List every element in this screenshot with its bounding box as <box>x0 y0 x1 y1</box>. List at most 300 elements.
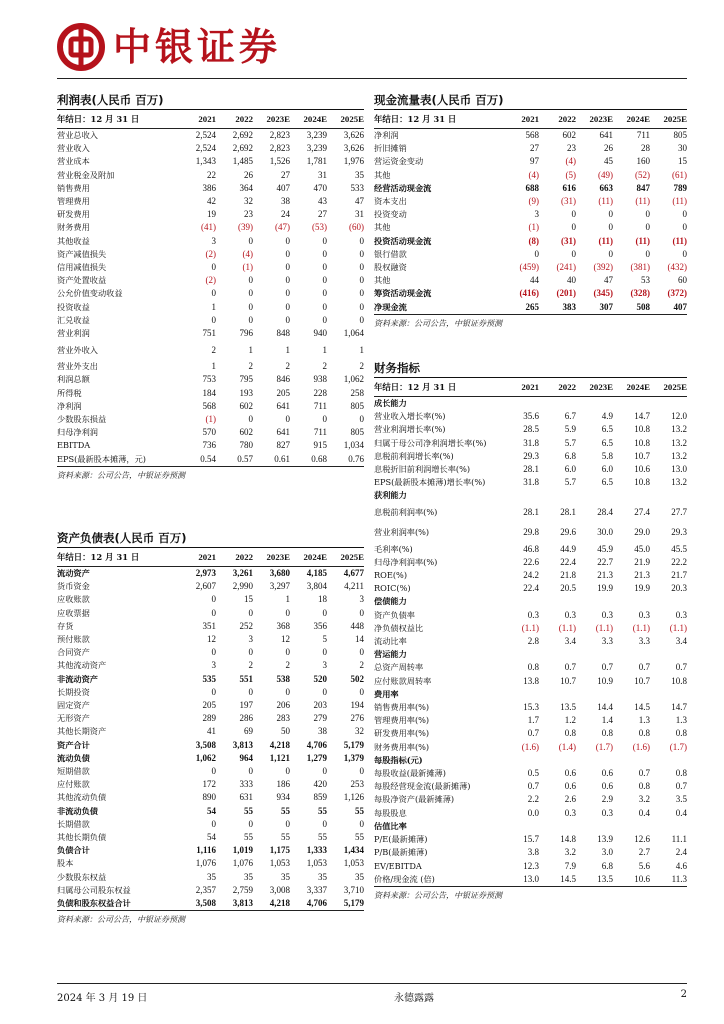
row-value: 31.8 <box>523 477 539 488</box>
row-value: 6.5 <box>601 477 613 488</box>
row-value: 20.5 <box>560 583 576 594</box>
row-value: 15 <box>678 156 687 167</box>
table-row <box>374 182 687 195</box>
row-value: (11) <box>635 235 650 246</box>
table-row <box>57 314 364 327</box>
row-value: 197 <box>239 700 253 711</box>
table-row <box>57 387 364 400</box>
row-value: 13.0 <box>671 464 687 475</box>
table-row <box>374 450 687 463</box>
row-value: 279 <box>313 713 327 724</box>
table-row <box>374 741 687 754</box>
table-row <box>374 129 687 143</box>
row-value: 55 <box>244 832 253 843</box>
row-value: 24 <box>281 209 290 220</box>
row-value: 1,062 <box>195 752 216 763</box>
row-value <box>539 648 576 661</box>
table-row <box>374 648 687 661</box>
row-value: 0 <box>248 235 253 246</box>
table-row <box>57 791 364 804</box>
header-year: 2024E <box>613 110 650 129</box>
row-value <box>502 648 539 661</box>
row-value: 14.7 <box>671 702 687 713</box>
row-value: (1.1) <box>669 622 687 633</box>
row-value: 13.5 <box>576 873 613 887</box>
table-row <box>374 155 687 168</box>
row-value: 535 <box>202 673 216 684</box>
table-row <box>374 833 687 846</box>
row-label: 无形资产 <box>57 713 90 724</box>
row-value: 934 <box>276 792 290 803</box>
row-label: EPS(最新股本摊薄，元) <box>57 453 179 467</box>
row-value: (5) <box>565 169 576 180</box>
row-value: 29.3 <box>523 450 539 461</box>
row-label: 管理费用率(%) <box>374 715 430 726</box>
ratios-table <box>374 378 687 887</box>
row-value: 19 <box>207 209 216 220</box>
row-value: 12.0 <box>671 411 687 422</box>
row-value: 160 <box>636 156 650 167</box>
row-value: 50 <box>281 726 290 737</box>
row-value: 0 <box>285 275 290 286</box>
header-year: 2023E <box>253 110 290 129</box>
row-label: 研发费用率(%) <box>374 728 430 739</box>
row-label: 每股净资产(最新摊薄) <box>374 794 455 805</box>
row-value: 0 <box>285 262 290 273</box>
cash-flow-section <box>374 90 687 330</box>
table-row <box>57 646 364 659</box>
balance-sheet-section <box>57 528 364 926</box>
row-value: 13.2 <box>671 450 687 461</box>
row-value: 1 <box>322 344 327 355</box>
row-value: 35 <box>355 169 364 180</box>
row-value: 3,508 <box>179 897 216 911</box>
table-row <box>374 714 687 727</box>
row-value: 55 <box>355 832 364 843</box>
row-label: 其他收益 <box>57 235 90 246</box>
footer-title: 永德露露 <box>394 993 435 1004</box>
row-value: 0.4 <box>638 807 650 818</box>
row-label: 资本支出 <box>374 196 407 207</box>
row-value: 568 <box>525 130 539 140</box>
header-year: 2021 <box>179 548 216 567</box>
row-value: 31 <box>355 209 364 220</box>
row-value: 4,706 <box>290 897 327 911</box>
row-label: 获利能力 <box>374 490 407 501</box>
row-value: 55 <box>281 805 290 816</box>
row-value: 3,626 <box>343 130 364 140</box>
row-value: 848 <box>276 328 290 339</box>
row-value: 0.3 <box>601 807 613 818</box>
row-label: 少数股东损益 <box>57 414 107 425</box>
row-value: 10.7 <box>634 450 650 461</box>
row-label: 财务费用 <box>57 222 90 233</box>
row-value: 570 <box>202 427 216 438</box>
row-value: 0 <box>322 686 327 697</box>
table-row <box>57 274 364 287</box>
table-row <box>57 235 364 248</box>
row-value: 2 <box>285 660 290 671</box>
row-label: 非流动负债 <box>57 805 98 816</box>
table-row <box>57 765 364 778</box>
row-value: 15 <box>244 594 253 605</box>
row-value: 2,524 <box>195 130 216 140</box>
row-label: 每股股息 <box>374 807 407 818</box>
row-value: 203 <box>313 700 327 711</box>
page-footer <box>57 983 687 1004</box>
footer-date: 2024 年 3 月 19 日 <box>57 993 148 1004</box>
table-row <box>374 543 687 556</box>
source-note: 资料来源：公司公告，中银证券预测 <box>374 890 502 900</box>
row-value: 0.54 <box>179 453 216 467</box>
table-row <box>57 659 364 672</box>
row-value: 53 <box>641 275 650 286</box>
row-value <box>576 648 613 661</box>
row-value: 915 <box>313 440 327 451</box>
row-value: 15.7 <box>523 834 539 845</box>
row-value: 3 <box>248 634 253 645</box>
row-value: 194 <box>350 700 364 711</box>
row-value <box>613 489 650 502</box>
row-value: 45 <box>604 156 613 167</box>
row-label: 研发费用 <box>57 209 90 220</box>
row-value: 45.0 <box>634 543 650 554</box>
row-value: 795 <box>239 374 253 385</box>
row-value: 0.7 <box>675 781 687 792</box>
row-value: 641 <box>599 130 613 140</box>
row-value: 54 <box>207 805 216 816</box>
row-value: 0.8 <box>638 728 650 739</box>
row-value: (2) <box>205 248 216 259</box>
row-label: 其他长期负债 <box>57 832 107 843</box>
row-value: (4) <box>528 169 539 180</box>
row-value: 0 <box>322 275 327 286</box>
row-value: 1,076 <box>232 858 253 869</box>
row-value: 28.1 <box>523 464 539 475</box>
row-value: 10.7 <box>634 675 650 686</box>
row-value: 1,781 <box>306 156 327 167</box>
row-value: 35 <box>207 871 216 882</box>
row-value: 40 <box>567 275 576 286</box>
row-value: 711 <box>313 400 327 411</box>
row-value: 940 <box>313 328 327 339</box>
row-value: 0 <box>248 288 253 299</box>
row-label: 流动负债 <box>57 752 90 763</box>
row-value: 22.2 <box>671 556 687 567</box>
row-value: 1,175 <box>269 845 290 856</box>
row-value: 21.3 <box>634 570 650 581</box>
row-value: 0 <box>322 766 327 777</box>
table-row <box>374 463 687 476</box>
row-value: 5.7 <box>564 437 576 448</box>
table-row <box>57 261 364 274</box>
row-value: 14.5 <box>539 873 576 887</box>
row-value: 789 <box>673 182 687 193</box>
row-label: 货币资金 <box>57 581 90 592</box>
financial-ratios-section <box>374 358 687 902</box>
table-row <box>57 129 364 143</box>
row-value: 0 <box>359 248 364 259</box>
row-label: 每股经营现金流(最新摊薄) <box>374 781 471 792</box>
header-year: 2023E <box>253 548 290 567</box>
row-value: 55 <box>281 832 290 843</box>
row-label: 流动比率 <box>374 636 407 647</box>
row-value: 27 <box>318 209 327 220</box>
row-label: 其他 <box>374 169 391 180</box>
row-value: 0 <box>359 314 364 325</box>
row-value: 1 <box>285 344 290 355</box>
row-value: 18 <box>318 594 327 605</box>
row-value: 55 <box>318 832 327 843</box>
row-label: 净利润 <box>57 400 82 411</box>
row-label: 营业利润增长率(%) <box>374 424 446 435</box>
row-value: (4) <box>242 248 253 259</box>
row-value: 35 <box>281 871 290 882</box>
row-value: 23 <box>244 209 253 220</box>
row-value: 6.8 <box>564 450 576 461</box>
row-value: 0 <box>322 314 327 325</box>
header-label: 年结日：12 月 31 日 <box>57 110 179 129</box>
row-value: (372) <box>667 288 687 299</box>
header-rule <box>57 78 687 79</box>
row-value: 13.9 <box>597 834 613 845</box>
row-value: 1 <box>359 344 364 355</box>
row-value: 805 <box>673 130 687 140</box>
row-value: 21.3 <box>597 570 613 581</box>
table-row <box>374 301 687 315</box>
row-value: 0 <box>534 248 539 259</box>
row-value: 0 <box>571 248 576 259</box>
row-value: 0 <box>645 222 650 233</box>
row-label: 长期借款 <box>57 818 90 829</box>
row-value: 3.3 <box>638 636 650 647</box>
row-value: 10.8 <box>634 437 650 448</box>
row-value: 14.4 <box>597 702 613 713</box>
row-value: 1,343 <box>195 156 216 167</box>
row-value: (1.4) <box>558 741 576 752</box>
row-value: 3,297 <box>269 581 290 592</box>
row-value: 0 <box>248 414 253 425</box>
row-value: 0 <box>248 766 253 777</box>
table-row <box>57 725 364 738</box>
row-value: 2,990 <box>232 581 253 592</box>
table-row <box>57 633 364 646</box>
table-row <box>374 727 687 740</box>
row-value: 3.4 <box>564 636 576 647</box>
row-value: (345) <box>593 288 613 299</box>
header-year: 2025E <box>327 548 364 567</box>
row-value: 10.8 <box>671 675 687 686</box>
row-value: 736 <box>202 440 216 451</box>
table-row <box>57 778 364 791</box>
table-row <box>374 675 687 688</box>
table-row <box>374 248 687 261</box>
row-value: 22.4 <box>560 556 576 567</box>
header-label: 年结日：12 月 31 日 <box>57 548 179 567</box>
row-value: 368 <box>276 620 290 631</box>
row-value: 6.5 <box>601 437 613 448</box>
row-value: 0 <box>359 235 364 246</box>
row-value: 1.4 <box>601 715 613 726</box>
header-year: 2025E <box>327 110 364 129</box>
row-label: 应收票据 <box>57 607 90 618</box>
table-row <box>57 712 364 725</box>
row-value: 3,680 <box>269 568 290 578</box>
table-row <box>57 805 364 818</box>
row-value: 3,008 <box>269 884 290 895</box>
row-value: 0 <box>211 607 216 618</box>
row-value: 407 <box>650 301 687 315</box>
row-label: 营业外收入 <box>57 344 98 355</box>
row-value <box>576 489 613 502</box>
row-value: 0 <box>645 248 650 259</box>
row-label: 银行借款 <box>374 248 407 259</box>
row-value: 3 <box>211 235 216 246</box>
row-value <box>502 820 539 833</box>
row-value: 14.5 <box>634 702 650 713</box>
table-row <box>374 582 687 595</box>
row-label: 营业利润率(%) <box>374 527 430 538</box>
header-year: 2021 <box>502 378 539 397</box>
row-value: (39) <box>238 222 253 233</box>
table-row <box>57 142 364 155</box>
row-value: 0 <box>248 607 253 618</box>
row-value: 10.7 <box>560 675 576 686</box>
row-label: 净现金流 <box>374 301 502 315</box>
row-value: 2,823 <box>269 143 290 154</box>
row-label: 管理费用 <box>57 196 90 207</box>
row-value: 0 <box>248 275 253 286</box>
row-value: 35 <box>355 871 364 882</box>
table-row <box>374 423 687 436</box>
row-value <box>650 820 687 833</box>
row-label: EV/EBITDA <box>374 860 422 871</box>
row-value: 3,626 <box>343 143 364 154</box>
row-value: 286 <box>239 713 253 724</box>
row-value: 533 <box>350 182 364 193</box>
row-value: 2,357 <box>195 884 216 895</box>
row-value: 3.2 <box>564 847 576 858</box>
row-value: 14.8 <box>560 834 576 845</box>
row-label: 归母净利润率(%) <box>374 556 438 567</box>
row-value: 964 <box>239 752 253 763</box>
row-value: 2.7 <box>638 847 650 858</box>
row-value: (11) <box>598 235 613 246</box>
row-value: (61) <box>672 169 687 180</box>
row-value: 0 <box>322 647 327 658</box>
row-label: 息税折旧前利润增长率(%) <box>374 464 471 475</box>
row-value <box>539 688 576 701</box>
row-value: 0.57 <box>216 453 253 467</box>
row-value: 22.4 <box>523 583 539 594</box>
row-value: (459) <box>519 262 539 273</box>
row-value: 2.4 <box>675 847 687 858</box>
table-row <box>374 609 687 622</box>
row-value: 252 <box>239 620 253 631</box>
row-value: 3 <box>211 660 216 671</box>
row-value: 420 <box>313 779 327 790</box>
row-label: 总资产周转率 <box>374 662 424 673</box>
row-value: 0.3 <box>527 609 539 620</box>
row-value: 847 <box>636 182 650 193</box>
row-label: 其他流动资产 <box>57 660 107 671</box>
row-label: 股本 <box>57 858 74 869</box>
row-value: 641 <box>276 427 290 438</box>
row-value: 3,813 <box>232 739 253 750</box>
row-value: 4,211 <box>344 581 364 592</box>
table-row <box>57 871 364 884</box>
row-value: (60) <box>349 222 364 233</box>
row-value: 21.9 <box>634 556 650 567</box>
row-value: 1,126 <box>343 792 364 803</box>
row-label: EBITDA <box>57 440 91 451</box>
row-value: 258 <box>350 387 364 398</box>
row-value: (1.1) <box>558 622 576 633</box>
row-value: 448 <box>350 620 364 631</box>
row-value: 3.4 <box>675 636 687 647</box>
header-year: 2022 <box>216 110 253 129</box>
row-value: 520 <box>313 673 327 684</box>
row-value: 28.4 <box>597 507 613 518</box>
row-value: 10.8 <box>634 477 650 488</box>
row-label: 息税前利润率(%) <box>374 507 438 518</box>
row-value: 45.5 <box>671 543 687 554</box>
row-label: 所得税 <box>57 387 82 398</box>
table-row <box>57 620 364 633</box>
row-value: 0 <box>608 222 613 233</box>
table-row <box>57 897 364 911</box>
table-row <box>57 301 364 314</box>
row-value: 11.1 <box>671 834 687 845</box>
table-row <box>57 195 364 208</box>
row-value: 1.3 <box>675 715 687 726</box>
row-value: 205 <box>276 387 290 398</box>
table-row <box>374 221 687 234</box>
table-row <box>57 400 364 413</box>
row-value: 1 <box>211 361 216 372</box>
row-value: (1.1) <box>595 622 613 633</box>
row-label: 财务费用率(%) <box>374 741 430 752</box>
row-value: 2.2 <box>527 794 539 805</box>
row-label: 公允价值变动收益 <box>57 288 123 299</box>
row-value: 0 <box>359 818 364 829</box>
table-row <box>57 607 364 620</box>
row-label: 资产减值损失 <box>57 248 107 259</box>
row-label: 长期投资 <box>57 686 90 697</box>
row-value: 470 <box>313 182 327 193</box>
row-value: 12.3 <box>523 860 539 871</box>
row-value: 407 <box>276 182 290 193</box>
table-row <box>57 593 364 606</box>
row-value: (1) <box>205 414 216 425</box>
row-value: 4,218 <box>253 897 290 911</box>
row-value: 0.76 <box>327 453 364 467</box>
table-row <box>374 523 687 543</box>
row-value: (201) <box>556 288 576 299</box>
row-value: 2 <box>359 361 364 372</box>
row-value: (47) <box>275 222 290 233</box>
row-value: 3,813 <box>216 897 253 911</box>
row-value: 0 <box>645 209 650 220</box>
row-value: 97 <box>530 156 539 167</box>
row-value: 890 <box>202 792 216 803</box>
row-value: 29.6 <box>560 527 576 538</box>
table-row <box>57 340 364 360</box>
row-value: 356 <box>313 620 327 631</box>
row-value: (392) <box>593 262 613 273</box>
row-label: 其他流动负债 <box>57 792 107 803</box>
row-value: 10.8 <box>634 424 650 435</box>
